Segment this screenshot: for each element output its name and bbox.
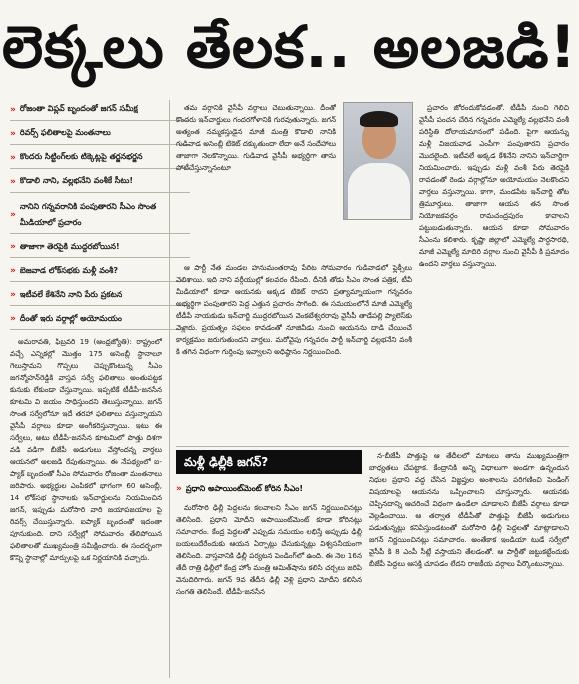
- article-column-right: [419, 102, 569, 444]
- arrow-icon: »: [10, 209, 16, 220]
- headline: లెక్కలు తేలక.. అలజడి!: [2, 13, 577, 81]
- sub-story-column-right: [369, 450, 569, 678]
- highlight-item: » రోజంతా విప్లవ్ బృందంతో జగన్ సమీక్ష: [10, 100, 190, 121]
- arrow-icon: »: [10, 128, 16, 139]
- arrow-icon: »: [10, 242, 16, 253]
- sub-story-banner: మళ్లీ ఢిల్లీకి జగన్?: [176, 450, 362, 474]
- highlight-item: » బెజవాడ లోక్‌సభకు మళ్లీ వంశీ?: [10, 262, 190, 283]
- arrow-icon: »: [10, 314, 16, 325]
- photo-hair-shape: [360, 111, 398, 127]
- highlight-item: » తాజాగా తెరపైకి ముద్దరబోయిన!: [10, 238, 190, 259]
- highlight-item: » నానిని గన్నవరానికి పంపుతారని సీఎం సొంత మీడియాలో ప్రచారం: [10, 196, 190, 234]
- arrow-icon: »: [176, 484, 182, 494]
- article-paragraph: మరోసారి ఢిల్లీ పెద్దలను కలవాలని సీఎం జగన్ నిర్ణయించినట్లు తెలిసింది. ప్రధాని మోదీని అపాయింట్‌మెంట్ కూడా కోరినట్లు సమాచారం. కేంద్ర పెద్దలతో ఎప్పుడు సమయం లభిస్తే అప్పుడు ఢిల్లీ బయలుదేరేందుకు ఆయన ఏర్పాట్లు చేసుకున్నట్లు విశ్వసనీయంగా తెలిసింది. వాస్తవానికి ఢిల్లీ పర్యటన పెండింగ్‌లో ఉంది. ఈ నెల 16న తేదీ రాత్రి ఢిల్లీలో కేంద్ర హోం మంత్రి అమిత్‌షాను కలిసి చర్చలు జరిపి వెనుదిరిగారు. జగన్ 9వ తేదీన ఢిల్లీ వెళ్లి ప్రధాని మోదీని కలిసిన సంగతి తెలిసిందే. టీడీపీ-జనసేన: [176, 503, 362, 596]
- article-paragraph: ఆ పార్టీ నేత మండల హనుమంతరావు పేరిట సోమవారం గుడివాడలో ఫ్లెక్సీలు వెలిశాయి. ఇది నాని వర్గీయుల్లో కలవరం రేపింది. దీనికి తోడు సీఎం సొంత పత్రిక, టీవీ మీడియాలో కూడా ఆయనకు అక్కడ టికెట్ రాదని ప్రత్యామ్నాయంగా గన్నవరం అభ్యర్థిగా పంపుతారని పెద్ద ఎత్తున ప్రచారం సాగింది. ఈ సమయంలోనే మాజీ ఎమ్మెల్యే టీడీపీ నాయకుడు ఇన్‌చార్జి ముద్దరబోయిన వెంకటేశ్వరరావు వైసీపీ తాడేపల్లి ప్యాలెస్‌కు వెళ్లారు. ప్రయత్నం సఫలం కావడంతో నూజివీడు నుంచి ఆయనను దాడి చేయించే కార్యక్రమం జరుగుతుందని వార్తలు. మరోవైపు గన్నవరం పార్టీ ఇన్‌చార్జి వల్లభనేని వంశీ కి తగిన విధంగా గుర్తింపు ఇవ్వాలని అధిష్ఠానం నిర్ణయించింది.: [176, 263, 412, 356]
- arrow-icon: »: [10, 104, 16, 115]
- highlight-item: » ఇటీవలే కేశినేని నాని పేరు ప్రకటన: [10, 286, 190, 307]
- column-divider: [169, 100, 170, 678]
- article-column-middle: [176, 262, 412, 444]
- highlight-item: » రివర్స్ ఫలితాలపై మంతనాలు: [10, 124, 190, 145]
- highlight-item: » దీంతో ఇరు వర్గాల్లో అయోమయం: [10, 310, 190, 331]
- article-paragraph: తమ వర్గానికి వైసీపీ వర్గాలు చెబుతున్నాయి. దీంతో కొందరు ఇన్‌చార్జులు గందరగోళానికి గురవుతున్నారు. జగన్ అత్యంత నమ్మకస్తుడైన మాజీ మంత్రి కొడాలి నానికి గుడివాడ అసెంబ్లీ టికెట్ దక్కుతుందా లేదా అనే సందేహాలు తాజాగా నెలకొన్నాయి. గుడివాడ వైసీపీ అభ్యర్థిగా తాను పోటీచేస్తున్నానంటూ: [176, 103, 336, 172]
- arrow-icon: »: [10, 290, 16, 301]
- portrait-photo: [343, 102, 413, 220]
- article-column-left: [10, 336, 162, 678]
- highlights-box: [10, 100, 190, 332]
- highlight-item: » కొందరు సిట్టింగ్‌లకు టిక్కెట్లపై తర్జనభర్జన: [10, 148, 190, 169]
- arrow-icon: »: [10, 152, 16, 163]
- sub-story-column-left: [176, 502, 362, 678]
- photo-body-shape: [348, 163, 410, 220]
- arrow-icon: »: [10, 266, 16, 277]
- highlight-item: » కొడాలి నాని, వల్లభనేని వంశీకే సీటు!: [10, 172, 190, 193]
- section-divider: [176, 446, 569, 447]
- article-paragraph: న-బీజేపీ పొత్తుపై ఆ తేదీలలో మాటలు తాను ముఖ్యమంత్రిగా బాధ్యతలు చేపట్టాక. కేంద్రానికి అన్ని విధాలుగా అండగా ఉన్నందున నిధుల ప్రధాని వద్ద చేసిన విజ్ఞప్తుల అంశాలను పరిగణించి పెండింగ్ విషయాలపై ఆయనను ఒప్పించాలని చూస్తున్నారు. ఆయనకు చెప్పినదాన్ని ఆచరించే విధంగా ఉండేలా చూడాలని బీజేపీ వర్గాలు కూడా వెల్లడించాయి. ఆ తర్వాత టీడీపీతో పొత్తుపై బీజేపీ అడుగులు పడుతున్నట్లు కనిపిస్తుండటంతో మరోసారి ఢిల్లీ పెద్దలతో మాట్లాడాలని జగన్ నిర్ణయించినట్లు సమాచారం. అంతేకాక ఇండియా టుడే సర్వేలో వైసీపీ కి 8 ఎంపీ సీట్లే వస్తాయని తేలడంతో. ఆ పార్టీతో జట్టుకట్టేందుకు బీజేపీ పెద్దలు ఆసక్తి చూపడం లేదని రాజకీయ వర్గాలు పేర్కొంటున్నాయి.: [369, 451, 569, 568]
- article-paragraph: ప్రచారం జోరందుకోవడంతో. టీడీపీ నుంచి గెలిచి వైసీపీ పంచన చేరిన గన్నవరం ఎమ్మెల్యే వల్లభనేని వంశీ పరిస్థితి దోలాయమానంలో పడింది. పైగా ఆయన్ను మళ్లీ విజయవాడ ఎంపీగా పంపుతారని ప్రచారం మొదలైంది. ఇటీవలే అక్కడ కేశినేని నానిని ఇన్‌చార్జిగా నియమించారు. ఇప్పుడు మళ్లీ వంశీ పేరు తెరపైకి రావడంతో రెండు వర్గాల్లోనూ అయోమయం నెలకొందని వార్తలు వస్తున్నాయి. కాగా, మండపేట ఇన్‌చార్జి తోట త్రిమూర్తులు. తాజాగా ఆయన తన సొంత నియోజకవర్గం రామచంద్రపురం కావాలని పట్టుబడుతున్నారు. ఆయన కూడా సోమవారం సీఎంను కలిశారు. కృష్ణా జిల్లాలో ఎమ్మెల్యే పార్థసారథి, మాజీ ఎమ్మెల్యే మాదిరి వర్గాల నుంచి వైసీపీ కి ప్రమాదం ఉందని వార్తలు వస్తున్నాయి.: [419, 103, 569, 268]
- sub-story-point: » ప్రధాని అపాయింట్‌మెంట్ కోరిన సీఎం!: [176, 484, 303, 494]
- arrow-icon: »: [10, 176, 16, 187]
- article-column-middle-top: [176, 102, 336, 260]
- article-paragraph: అమరావతి, ఫిబ్రవరి 19 (ఆంధ్రజ్యోతి): రాష్ట్రంలో వచ్చే ఎన్నికల్లో మొత్తం 175 అసెంబ్లీ స్థానాలూ గెలుస్తామని గొప్పలు చెప్పుకొంటున్న సీఎం జగన్మోహన్‌రెడ్డికి వాస్తవ సర్వే ఫలితాలు అంతుపట్టక కునుకు లేకుండా చేస్తున్నాయి. ఇప్పటికే టీడీపీ-జనసేన కూటమి వి జయం సాధిస్తుందని తెలుస్తున్నాయి. జగన్ సొంత సర్వేలోనూ ఇదే తరహా ఫలితాలు వస్తున్నాయని వైసీపీ వర్గాలు కూడా అంగీకరిస్తున్నాయి. ఇటు ఈ సర్వేలు, అటు టీడీపీ-జనసేన కూటమిలో పొత్తు దిశగా వడి వడిగా బీజేపీ అడుగులు వేస్తోందన్న వార్తలు ఆయనలో అలజడి రేపుతున్నాయి. ఈ నేపథ్యంలో ఐ-ప్యాక్ బృందంతో సీఎం సోమవారం రోజంతా మంతనాలు జరిపారు. అభ్యర్థుల ఎంపికలో భాగంగా 60 అసెంబ్లీ, 14 లోక్‌సభ స్థానాలకు ఇన్‌చార్జులను నియమించిన జగన్, ఇప్పుడు మరోసారి వారి జయాపజయాల పై రివర్స్ చేయిస్తున్నారు. ఐప్యాక్ బృందంతో ఇదంతా పూనుకుంది. దాని సర్వేల్లో సోమవారం తేలిపోయిన ఫలితాలతో ముఖ్యమంత్రి సమీక్షించారు. ఈ సందర్భంగా కొన్ని స్థానాల్లో మార్పులపై ఒక నిర్ణయానికి వచ్చారు.: [10, 337, 162, 562]
